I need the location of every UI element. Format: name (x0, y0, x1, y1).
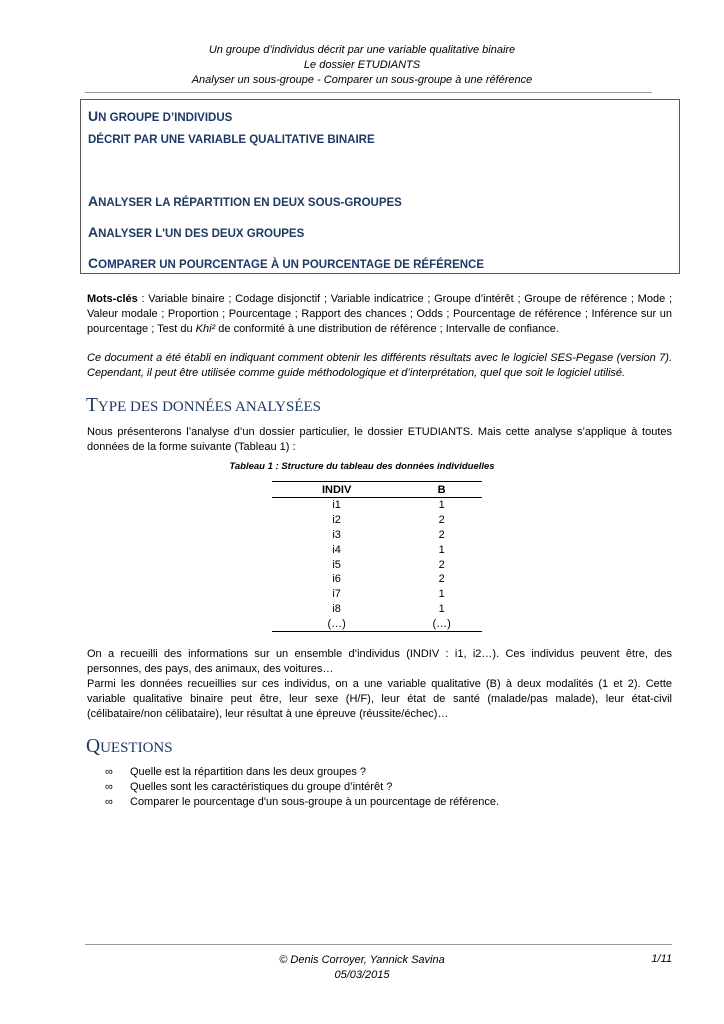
section1-paragraph-2: On a recueilli des informations sur un ensemble d’individus (INDIV : i1, i2…). Ces individus peuvent être, des personnes, des pays, des animaux, des voitures… (87, 648, 672, 675)
table-row (272, 587, 482, 602)
cell-indiv: i5 (332, 558, 341, 571)
table-row (272, 528, 482, 543)
title-box (80, 99, 680, 274)
cell-indiv: i8 (332, 602, 341, 615)
title-line-3: ANALYSER LA RÉPARTITION EN DEUX SOUS-GROUPES (88, 193, 402, 209)
cell-indiv: i2 (332, 514, 341, 527)
section1-paragraph-3: Parmi les données recueillies sur ces individus, on a une variable qualitative (B) à deux modalités (1 et 2). Cette variable qualitative binaire peut être, leur sexe (H/F), leur état de santé (malade/pas malade), leur état-civil (célibataire/non célibataire), leur résultat à une épreuve (réussite/échec)… (87, 678, 672, 720)
bullet-icon: ∞ (105, 781, 113, 793)
page-number: 1/11 (651, 953, 672, 965)
cell-b: 2 (438, 573, 445, 586)
table-row (272, 572, 482, 587)
cell-indiv: i3 (332, 528, 341, 541)
table-row (272, 498, 482, 513)
section1-paragraph-1: Nous présenterons l’analyse d’un dossier particulier, le dossier ETUDIANTS. Mais cette analyse s’applique à toutes données de la forme suivante (Tableau 1) : (87, 426, 672, 453)
table-row (272, 602, 482, 617)
running-header-line-3: Analyser un sous-groupe - Comparer un sous-groupe à une référence (191, 74, 533, 86)
title-line-1: UN GROUPE D’INDIVIDUS (88, 108, 233, 124)
bullet-icon: ∞ (105, 766, 113, 778)
question-item: ∞ Quelle est la répartition dans les deux groupes ? (105, 766, 367, 778)
section-heading-type-donnees: TYPE DES DONNÉES ANALYSÉES (86, 395, 322, 416)
question-item: ∞ Comparer le pourcentage d'un sous-groupe à un pourcentage de référence. (105, 796, 500, 808)
table-caption: Tableau 1 : Structure du tableau des données individuelles (229, 461, 495, 472)
footer-authors: © Denis Corroyer, Yannick Savina (279, 954, 445, 966)
table-row (272, 557, 482, 572)
question-item: ∞ Quelles sont les caractéristiques du groupe d’intérêt ? (105, 781, 393, 793)
keywords-label: Mots-clés (87, 293, 138, 305)
cell-indiv: i7 (332, 588, 341, 601)
title-line-4: ANALYSER L'UN DES DEUX GROUPES (88, 224, 305, 240)
bullet-icon: ∞ (105, 796, 113, 808)
footer-date: 05/03/2015 (334, 969, 390, 981)
footer-rule (85, 944, 672, 945)
cell-b: (…) (401, 616, 482, 631)
running-header-line-1: Un groupe d’individus décrit par une variable qualitative binaire (208, 44, 516, 56)
table-row (272, 542, 482, 557)
data-structure-table (272, 481, 482, 632)
title-line-5: COMPARER UN POURCENTAGE À UN POURCENTAGE DE RÉFÉRENCE (88, 255, 485, 271)
section-heading-questions: QUESTIONS (86, 736, 173, 757)
table-row (272, 616, 482, 631)
cell-indiv: i6 (332, 573, 341, 586)
title-line-2: DÉCRIT PAR UNE VARIABLE QUALITATIVE BINAIRE (88, 134, 375, 146)
cell-b: 1 (438, 602, 445, 615)
cell-indiv: i1 (332, 499, 341, 512)
cell-b: 2 (438, 514, 445, 527)
header-rule (85, 92, 652, 93)
running-header-line-2: Le dossier ETUDIANTS (303, 59, 421, 71)
intro-note: Ce document a été établi en indiquant comment obtenir les différents résultats avec le logiciel SES-Pegase (version 7). Cependant, il peut être utilisée comme guide méthodologique et d’interprétation, quel que soit le logiciel utilisé. (87, 352, 672, 379)
column-header-indiv: INDIV (272, 482, 401, 498)
cell-b: 1 (438, 499, 445, 512)
cell-indiv: i4 (332, 543, 341, 556)
keywords-paragraph: Mots-clés : Variable binaire ; Codage disjonctif ; Variable indicatrice ; Groupe d’intérêt ; Groupe de référence ; Mode ; Valeur modale ; Proportion ; Pourcentage ; Rapport des chances ; Odds ; Pourcentage de référence ; Inférence sur un pourcentage ; Test du Khi² de conformité à une distribution de référence ; Intervalle de confiance. (87, 293, 672, 335)
cell-b: 1 (438, 543, 445, 556)
cell-b: 2 (438, 528, 445, 541)
column-header-b: B (401, 482, 482, 498)
cell-b: 2 (438, 558, 445, 571)
cell-indiv: (…) (272, 616, 401, 631)
table-header-row (272, 482, 482, 498)
table-row (272, 513, 482, 528)
cell-b: 1 (438, 588, 445, 601)
